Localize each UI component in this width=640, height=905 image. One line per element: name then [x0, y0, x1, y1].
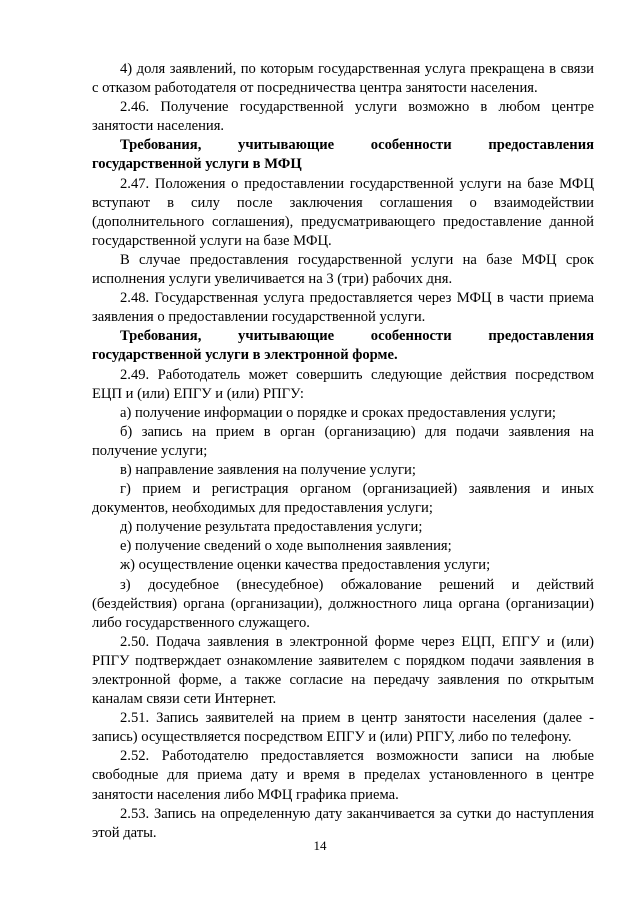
- section-heading: Требования, учитывающие особенности предоставления государственной услуги в электронной форме.: [92, 328, 594, 364]
- paragraph: а) получение информации о порядке и сроках предоставления услуги;: [120, 404, 556, 421]
- paragraph: 4) доля заявлений, по которым государственная услуга прекращена в связи с отказом работодателя от посредничества центра занятости населения.: [92, 61, 594, 97]
- paragraph: 2.49. Работодатель может совершить следующие действия посредством ЕЦП и (или) ЕПГУ и (или) РПГУ:: [92, 366, 594, 402]
- paragraph: 2.46. Получение государственной услуги возможно в любом центре занятости населения.: [92, 99, 594, 135]
- page-number: 14: [313, 838, 327, 853]
- paragraph: 2.53. Запись на определенную дату заканчивается за сутки до наступления этой даты.: [92, 805, 594, 841]
- paragraph: ж) осуществление оценки качества предоставления услуги;: [120, 557, 491, 574]
- paragraph: 2.47. Положения о предоставлении государственной услуги на базе МФЦ вступают в силу после заключения соглашения о взаимодействии (дополнительного соглашения), предусматривающего предоставление данной государственной услуги на базе МФЦ.: [92, 175, 594, 249]
- paragraph: в) направление заявления на получение услуги;: [120, 461, 416, 478]
- paragraph: 2.52. Работодателю предоставляется возможности записи на любые свободные для приема дату и время в пределах установленного в центре занятости населения либо МФЦ графика приема.: [92, 748, 594, 803]
- paragraph: 2.48. Государственная услуга предоставляется через МФЦ в части приема заявления о предоставлении государственной услуги.: [92, 290, 594, 326]
- paragraph: б) запись на прием в орган (организацию) для подачи заявления на получение услуги;: [92, 423, 594, 459]
- paragraph: д) получение результата предоставления услуги;: [120, 519, 423, 536]
- paragraph: 2.51. Запись заявителей на прием в центр занятости населения (далее - запись) осуществляется посредством ЕПГУ и (или) РПГУ, либо по телефону.: [92, 710, 594, 746]
- paragraph: г) прием и регистрация органом (организацией) заявления и иных документов, необходимых для предоставления услуги;: [92, 481, 594, 517]
- paragraph: е) получение сведений о ходе выполнения заявления;: [120, 538, 452, 555]
- paragraph: з) досудебное (внесудебное) обжалование решений и действий (бездействия) органа (организации), должностного лица органа (организации) либо государственного служащего.: [92, 576, 594, 631]
- section-heading: Требования, учитывающие особенности предоставления государственной услуги в МФЦ: [92, 137, 594, 173]
- paragraph: 2.50. Подача заявления в электронной форме через ЕЦП, ЕПГУ и (или) РПГУ подтверждает ознакомление заявителем с порядком подачи заявления в электронной форме, а также согласие на передачу заявления по открытым каналам связи сети Интернет.: [92, 633, 594, 708]
- document-body: [92, 60, 594, 843]
- paragraph: В случае предоставления государственной услуги на базе МФЦ срок исполнения услуги увеличивается на 3 (три) рабочих дня.: [92, 251, 594, 288]
